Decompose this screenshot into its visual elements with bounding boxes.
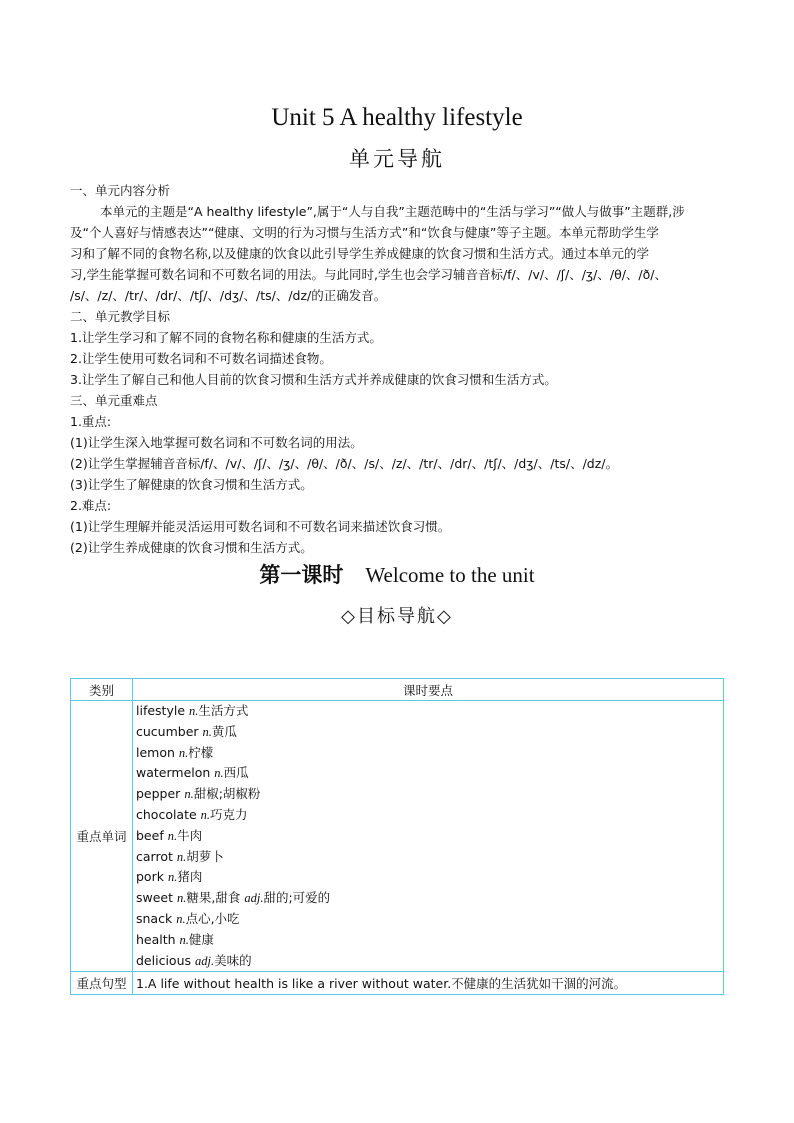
- vocab-item: [136, 784, 720, 805]
- goal-item: 3.让学生了解自己和他人目前的饮食习惯和生活方式并养成健康的饮食习惯和生活方式。: [70, 372, 557, 387]
- unit-content: [70, 180, 724, 558]
- vocab-word: sweet: [136, 890, 177, 906]
- sentences-category-cell: 重点句型: [71, 972, 133, 995]
- lesson-title-cn: 第一课时: [259, 563, 344, 587]
- vocab-word: watermelon: [136, 765, 215, 781]
- vocab-meaning: 甜的;可爱的: [263, 890, 331, 906]
- section-heading-goals: 二、单元教学目标: [70, 309, 171, 324]
- goal-item: 2.让学生使用可数名词和不可数名词描述食物。: [70, 351, 332, 366]
- header-points: 课时要点: [133, 679, 724, 701]
- vocab-pos: n.: [176, 911, 186, 926]
- vocab-pos: n.: [214, 766, 224, 781]
- analysis-line: 习,学生能掌握可数名词和不可数名词的用法。与此同时,学生也会学习辅音音标/f/、/v/、/ʃ/、/ʒ/、/θ/、/ð/、: [70, 267, 667, 282]
- vocab-word: carrot: [136, 848, 177, 864]
- vocab-pos: n.: [184, 787, 194, 802]
- key-points-label: 1.重点:: [70, 414, 112, 429]
- vocab-word: health: [136, 931, 180, 947]
- unit-guide-heading: 单元导航: [349, 147, 445, 171]
- header-category: 类别: [71, 679, 133, 701]
- lesson-title-en: Welcome to the unit: [365, 563, 535, 587]
- vocab-word: pork: [136, 869, 168, 885]
- vocab-meaning: 柠檬: [188, 744, 214, 760]
- lesson-points-table: [70, 678, 724, 995]
- vocab-word: delicious: [136, 952, 195, 968]
- vocab-meaning: 美味的: [214, 952, 252, 968]
- difficulty-item: (1)让学生理解并能灵活运用可数名词和不可数名词来描述饮食习惯。: [70, 519, 451, 534]
- words-list-cell: [133, 701, 724, 972]
- key-point-item: (1)让学生深入地掌握可数名词和不可数名词的用法。: [70, 435, 363, 450]
- difficulty-item: (2)让学生养成健康的饮食习惯和生活方式。: [70, 540, 313, 555]
- vocab-item: [136, 867, 720, 888]
- vocab-meaning: 糖果,甜食: [186, 890, 241, 906]
- vocab-pos: n.: [177, 891, 187, 906]
- vocab-pos: n.: [167, 828, 178, 843]
- vocab-pos: n.: [167, 870, 178, 885]
- analysis-line: 本单元的主题是“A healthy lifestyle”,属于“人与自我”主题范畴中的“生活与学习”“做人与做事”主题群,涉: [100, 204, 685, 219]
- vocab-meaning: 健康: [188, 931, 214, 947]
- unit-title: Unit 5 A healthy lifestyle: [271, 104, 523, 131]
- vocab-meaning: 猪肉: [177, 869, 203, 885]
- vocab-word: beef: [136, 827, 168, 843]
- key-point-item: (2)让学生掌握辅音音标/f/、/v/、/ʃ/、/ʒ/、/θ/、/ð/、/s/、/z/、/tr/、/dr/、/tʃ/、/dʒ/、/ts/、/dz/。: [70, 456, 618, 471]
- vocab-meaning: 甜椒;胡椒粉: [193, 786, 261, 802]
- vocab-word: pepper: [136, 786, 185, 802]
- vocab-pos: n.: [179, 932, 189, 947]
- analysis-paragraph: [70, 201, 724, 306]
- analysis-line: 及“个人喜好与情感表达”“健康、文明的行为习惯与生活方式”和“饮食与健康”等子主题。本单元帮助学生学: [70, 225, 659, 240]
- vocab-word: lemon: [136, 744, 179, 760]
- difficulties-label: 2.难点:: [70, 498, 112, 513]
- vocab-meaning: 黄瓜: [211, 723, 237, 739]
- vocab-item: [136, 826, 720, 847]
- section-heading-analysis: 一、单元内容分析: [70, 183, 171, 198]
- vocab-meaning: 牛肉: [177, 827, 203, 843]
- table-row-words: [71, 701, 724, 972]
- vocab-meaning: 胡萝卜: [186, 848, 224, 864]
- vocab-item: [136, 763, 720, 784]
- vocab-word: chocolate: [136, 806, 201, 822]
- vocab-meaning: 巧克力: [210, 806, 248, 822]
- vocab-pos: n.: [176, 849, 187, 864]
- analysis-line: 习和了解不同的食物名称,以及健康的饮食以此引导学生养成健康的饮食习惯和生活方式。通过本单元的学: [70, 246, 649, 261]
- vocab-pos: adj.: [194, 953, 215, 968]
- vocab-pos: adj.: [244, 891, 264, 906]
- vocab-meaning: 西瓜: [223, 765, 249, 781]
- goal-navigation-heading: ◇目标导航◇: [341, 606, 453, 627]
- section-heading-keypoints: 三、单元重难点: [70, 393, 158, 408]
- vocab-item: [136, 722, 720, 743]
- vocab-meaning: 生活方式: [198, 703, 249, 718]
- vocab-word: snack: [136, 910, 177, 926]
- words-category-cell: 重点单词: [71, 701, 133, 972]
- vocab-item: [136, 743, 720, 764]
- table-header-row: [71, 679, 724, 701]
- vocab-item: [136, 888, 720, 909]
- vocab-pos: n.: [200, 807, 211, 822]
- vocab-item: [136, 805, 720, 826]
- analysis-line: /s/、/z/、/tr/、/dr/、/tʃ/、/dʒ/、/ts/、/dz/的正确发音。: [70, 288, 387, 303]
- vocab-item: [136, 701, 720, 722]
- goal-item: 1.让学生学习和了解不同的食物名称和健康的生活方式。: [70, 330, 382, 345]
- vocab-item: [136, 909, 720, 930]
- vocab-pos: n.: [178, 745, 189, 760]
- vocab-word: cucumber: [136, 723, 203, 739]
- table-row-sentences: [71, 972, 724, 995]
- vocab-meaning: 点心,小吃: [185, 910, 240, 926]
- vocab-item: [136, 930, 720, 951]
- vocab-pos: n.: [189, 704, 199, 718]
- lesson-title: [70, 560, 724, 590]
- sentence-cell: 1.A life without health is like a river without water.不健康的生活犹如干涸的河流。: [133, 972, 724, 995]
- vocab-pos: n.: [202, 724, 212, 739]
- vocab-item: [136, 951, 720, 972]
- key-point-item: (3)让学生了解健康的饮食习惯和生活方式。: [70, 477, 313, 492]
- vocab-word: lifestyle: [136, 703, 189, 718]
- vocab-item: [136, 847, 720, 868]
